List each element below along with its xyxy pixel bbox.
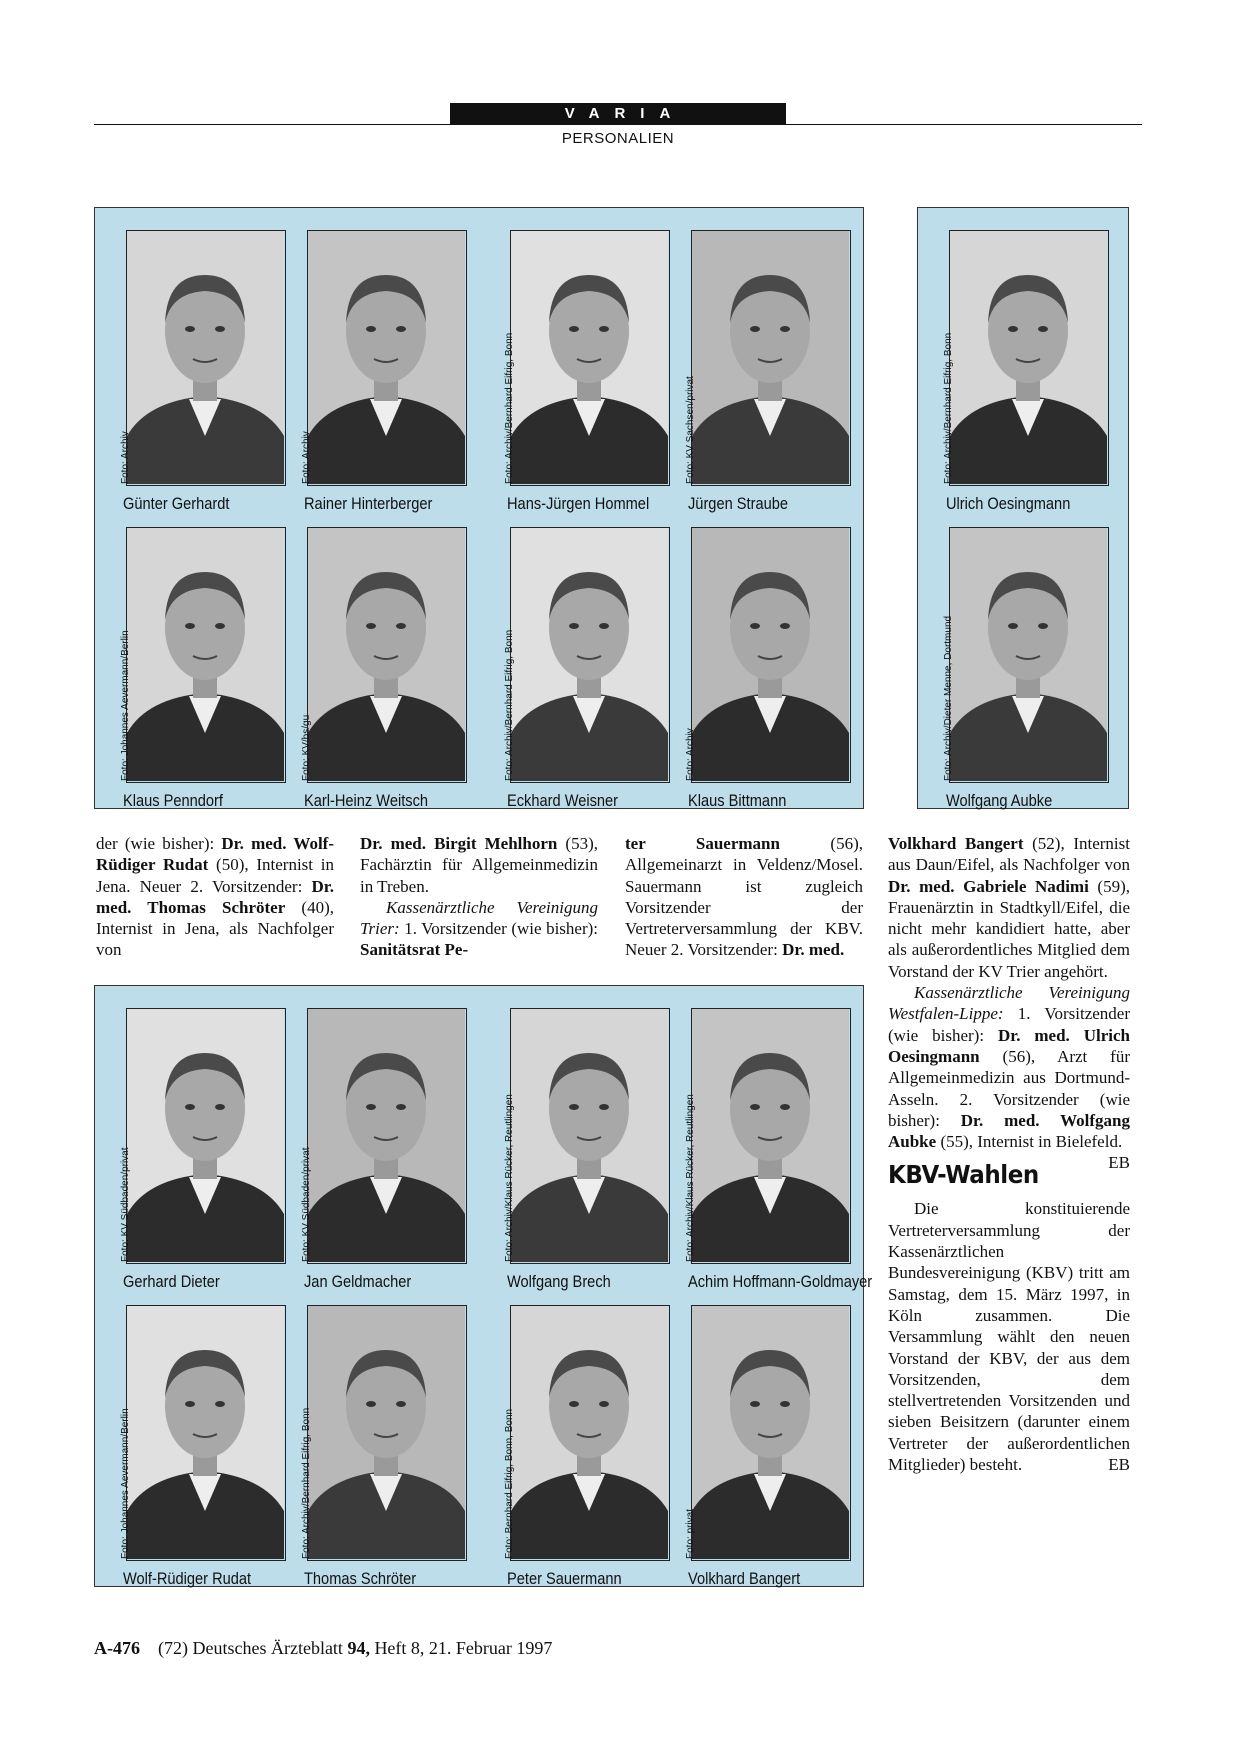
person-name: Karl-Heinz Weitsch [304,791,429,810]
photo-credit: Foto: Johannes Aevermann/Berlin [120,630,131,781]
portrait-silhouette [127,1306,284,1559]
portrait-card [922,230,1104,530]
photo-grid-right [917,207,1129,809]
portrait-photo [510,1008,670,1264]
bold-name: Dr. med. Wolfgang Aubke [888,1110,1130,1152]
portrait-photo [307,1305,467,1561]
portrait-card [280,1008,462,1308]
eye-shape [750,1401,760,1407]
eye-shape [780,1104,790,1110]
photo-credit: Foto: Archiv/Klaus Rücker, Reutlingen [685,1094,696,1262]
eye-shape [185,1104,195,1110]
person-name: Achim Hoffmann-Goldmayer [688,1272,873,1291]
person-name: Jan Geldmacher [304,1272,412,1291]
bold-name: Dr. med. Ulrich Oesingmann [888,1025,1130,1066]
body-text: (55), Internist in Bielefeld. [936,1132,1123,1152]
portrait-photo [691,527,851,783]
portrait-card [280,527,462,827]
portrait-silhouette [950,528,1107,781]
photo-credit: Foto: Archiv [301,431,312,484]
eye-shape [599,326,609,332]
portrait-silhouette [511,1009,668,1262]
eye-shape [599,623,609,629]
eye-shape [750,326,760,332]
person-name: Ulrich Oesingmann [946,494,1071,513]
photo-credit: Foto: KV Südbaden/privat [120,1147,131,1262]
eye-shape [215,623,225,629]
portrait-photo [307,1008,467,1264]
bold-name: Dr. med. Thomas Schröter [96,876,334,917]
eye-shape [366,326,376,332]
bold-name: ter Sauermann [625,834,780,853]
portrait-photo [126,230,286,486]
portrait-card [922,527,1104,827]
photo-credit: Foto: Archiv/Bernhard Eifrig, Bonn [504,332,515,484]
eye-shape [750,1104,760,1110]
portrait-card [99,230,281,530]
page-number: A-476 [94,1638,140,1658]
portrait-photo [691,1305,851,1561]
portrait-silhouette [308,528,465,781]
portrait-card [483,1008,665,1308]
portrait-card [664,230,846,530]
body-text: (40), Internist in Jena, als Nachfolger von [96,897,334,960]
portrait-silhouette [692,1009,849,1262]
article-column-3 [625,833,863,961]
body-text: 1. Vorsitzender (wie bisher): [399,919,598,939]
article-column-4 [888,833,1130,1475]
portrait-card [99,1305,281,1605]
eye-shape [215,1104,225,1110]
portrait-silhouette [127,231,284,484]
article-heading: KBV-Wahlen [888,1160,1039,1190]
eye-shape [185,326,195,332]
portrait-photo [510,230,670,486]
bold-name: Dr. med. [782,940,845,960]
bold-name: Sanitätsrat Pe- [360,940,469,960]
eye-shape [366,1401,376,1407]
person-name: Eckhard Weisner [507,791,619,810]
person-name: Jürgen Straube [688,494,788,513]
person-name: Wolf-Rüdiger Rudat [123,1569,252,1588]
eye-shape [366,623,376,629]
body-text: (56), Arzt für Allgemeinmedizin aus Dortmund-Asseln. 2. Vorsitzender (wie bisher): [888,1046,1130,1130]
section-subheader: PERSONALIEN [561,130,675,147]
eye-shape [569,1104,579,1110]
person-name: Volkhard Bangert [688,1569,801,1588]
person-name: Klaus Bittmann [688,791,787,810]
body-text: (52), Internist aus Daun/Eifel, als Nachfolger von [888,834,1130,875]
photo-credit: Foto: Archiv/Klaus Rücker, Reutlingen [504,1094,515,1262]
photo-grid-bottom [94,985,873,1588]
photo-credit: Foto: KV Sachsen/privat [685,376,696,484]
eye-shape [750,623,760,629]
portrait-photo [510,527,670,783]
eye-shape [215,326,225,332]
portrait-photo [949,230,1109,486]
article-column-1 [96,833,334,961]
portrait-silhouette [950,231,1107,484]
portrait-card [280,230,462,530]
portrait-card [483,1305,665,1605]
portrait-silhouette [692,231,849,484]
eye-shape [366,1104,376,1110]
body-text: (56), Allgemeinarzt in Veldenz/Mosel. Sauermann ist zugleich Vorsitzender der Vertreterversammlung der KBV. Neuer 2. Vorsitzender: [625,834,863,960]
eye-shape [1008,623,1018,629]
portrait-photo [126,527,286,783]
publication-text: (72) Deutsches Ärzteblatt [158,1638,348,1658]
person-name: Wolfgang Brech [507,1272,611,1291]
portrait-silhouette [308,1306,465,1559]
portrait-silhouette [511,231,668,484]
eye-shape [599,1104,609,1110]
photo-credit: Foto: Archiv/Bernhard Eifrig, Bonn [943,332,954,484]
portrait-photo [126,1305,286,1561]
header-rule [94,124,1142,125]
eye-shape [396,623,406,629]
portrait-photo [307,230,467,486]
eye-shape [599,1401,609,1407]
portrait-photo [126,1008,286,1264]
portrait-silhouette [692,528,849,781]
portrait-silhouette [511,528,668,781]
body-text: (53), Fachärztin für Allgemeinmedizin in Treben. [360,834,599,896]
bold-name: Volkhard Bangert [888,834,1024,853]
portrait-card [99,1008,281,1308]
photo-credit: Foto: Bernhard Eifrig, Bonn, Bonn [504,1408,515,1559]
bold-name: Dr. med. Birgit Mehlhorn [360,834,558,853]
portrait-silhouette [308,231,465,484]
body-text: (59), Frauenärztin in Stadtkyll/Eifel, die nicht mehr kandidiert hatte, aber als außerordentliches Mitglied dem Vorstand der KV Trier angehört. [888,876,1130,981]
photo-credit: Foto: privat [685,1508,696,1559]
photo-credit: Foto: Johannes Aevermann/Berlin [120,1408,131,1559]
person-name: Rainer Hinterberger [304,494,433,513]
person-name: Thomas Schröter [304,1569,417,1588]
eye-shape [569,1401,579,1407]
bold-name: Dr. med. Wolf-Rüdiger Rudat [96,834,334,875]
portrait-card [483,527,665,827]
portrait-silhouette [511,1306,668,1559]
article-column-2 [360,833,598,961]
portrait-silhouette [308,1009,465,1262]
volume-number: 94, [347,1638,370,1658]
bold-name: Dr. med. Gabriele Nadimi [888,876,1089,896]
eye-shape [1038,326,1048,332]
eye-shape [780,623,790,629]
eye-shape [780,326,790,332]
photo-credit: Foto: Archiv/Dieter Menne, Dortmund [943,615,954,781]
person-name: Günter Gerhardt [123,494,230,513]
section-header: VARIA [450,103,786,124]
person-name: Peter Sauermann [507,1569,622,1588]
portrait-photo [510,1305,670,1561]
portrait-card [280,1305,462,1605]
eye-shape [215,1401,225,1407]
author-signature: EB [1108,1455,1130,1475]
eye-shape [185,623,195,629]
eye-shape [396,326,406,332]
page-footer [94,1638,552,1659]
eye-shape [185,1401,195,1407]
body-text: 1. Vorsitzender (wie bisher): [888,1004,1130,1045]
eye-shape [1038,623,1048,629]
portrait-card [99,527,281,827]
issue-text: Heft 8, 21. Februar 1997 [369,1638,553,1658]
person-name: Klaus Penndorf [123,791,223,810]
section-heading-italic: Kassenärztliche Vereinigung Trier: [360,897,598,939]
photo-credit: Foto: Archiv/Bernhard Eifrig, Bonn [504,629,515,781]
portrait-card [483,230,665,530]
portrait-silhouette [127,528,284,781]
eye-shape [396,1104,406,1110]
portrait-photo [691,230,851,486]
portrait-photo [949,527,1109,783]
photo-credit: Foto: KV Südbaden/privat [301,1147,312,1262]
eye-shape [1008,326,1018,332]
photo-credit: Foto: Archiv [685,728,696,781]
portrait-photo [307,527,467,783]
section-heading-italic: Kassenärztliche Vereinigung Westfalen-Lippe: [888,983,1130,1024]
portrait-silhouette [692,1306,849,1559]
body-text: Die konstituierende Vertreterversammlung der Kassenärztlichen Bundesvereinigung (KBV) tritt am Samstag, dem 15. März 1997, in Köln zusammen. Die Versammlung wählt den neuen Vorstand der KBV, der aus dem Vorsitzenden, dem stellvertretenden Vorsitzenden und sieben Beisitzern (darunter einem Vertreter der außerordentlichen Mitglieder) besteht. [888,1199,1130,1475]
person-name: Gerhard Dieter [123,1272,220,1291]
photo-credit: Foto: KV/bs/gu [301,714,312,781]
photo-credit: Foto: Archiv/Bernhard Eifrig, Bonn [301,1407,312,1559]
portrait-silhouette [127,1009,284,1262]
portrait-card [664,1305,846,1605]
portrait-photo [691,1008,851,1264]
body-text: (50), Internist in Jena. Neuer 2. Vorsitzender: [96,855,334,896]
eye-shape [780,1401,790,1407]
eye-shape [569,326,579,332]
portrait-card [664,1008,873,1308]
portrait-card [664,527,846,827]
person-name: Wolfgang Aubke [946,791,1053,810]
eye-shape [396,1401,406,1407]
eye-shape [569,623,579,629]
photo-grid-top [94,207,864,809]
author-signature: EB [1108,1153,1130,1173]
photo-credit: Foto: Archiv [120,431,131,484]
body-text: der (wie bisher): [96,834,222,853]
person-name: Hans-Jürgen Hommel [507,494,650,513]
